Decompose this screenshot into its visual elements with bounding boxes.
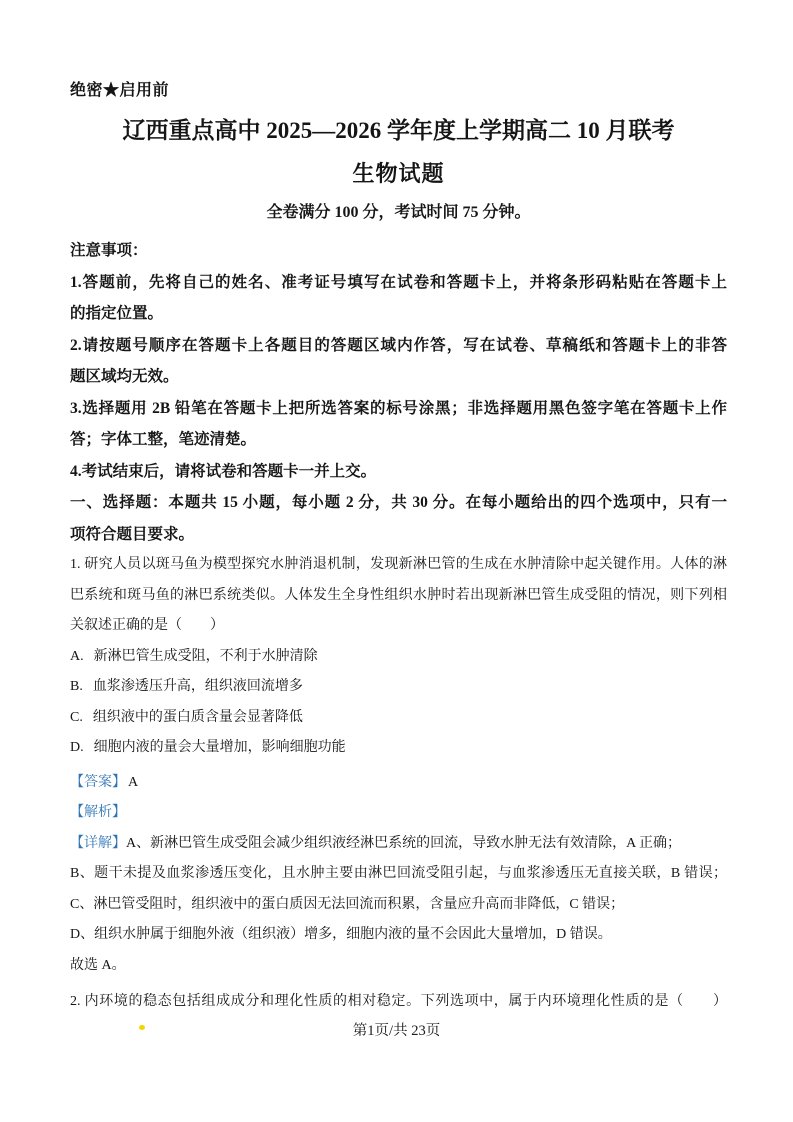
question-1-stem-line-2: 巴系统和斑马鱼的淋巴系统类似。人体发生全身性组织水肿时若出现新淋巴管生成受阻的情况，则下列相: [70, 587, 727, 603]
answer-row: [70, 768, 727, 799]
notice-heading: 注意事项：: [70, 242, 148, 259]
yellow-mark-artifact: [139, 1025, 145, 1030]
classification-marking: 绝密★启用前: [70, 82, 170, 99]
section-heading-line-2: 项符合题目要求。: [70, 525, 195, 543]
question-2-stem: 2. 内环境的稳态包括组成成分和理化性质的相对稳定。下列选项中，属于内环境理化性质的是（ ）: [70, 994, 727, 1009]
question-1-stem-line-3: 关叙述正确的是（ ）: [70, 618, 224, 633]
detail-text-a: A、新淋巴管生成受阻会减少组织液经淋巴系统的回流，导致水肿无法有效清除，A 正确；: [126, 835, 681, 851]
analysis-label: 【解析】: [70, 805, 126, 820]
option-d-text: 细胞内液的量会大量增加，影响细胞功能: [93, 740, 346, 755]
notice-item-2-line-1: 2.请按题号顺序在答题卡上各题目的答题区域内作答，写在试卷、草稿纸和答题卡上的非答: [70, 336, 727, 354]
question-1: [70, 550, 727, 981]
section-heading-line-1: 一、选择题：本题共 15 小题，每小题 2 分，共 30 分。在每小题给出的四个选项中，只有一: [70, 494, 727, 511]
option-c-text: 组织液中的蛋白质含量会显著降低: [92, 709, 303, 725]
option-a-text: 新淋巴管生成受阻，不利于水肿清除: [93, 648, 318, 664]
notice-section: [70, 235, 727, 487]
question-1-stem-line-1: 1. 研究人员以斑马鱼为模型探究水肿消退机制，发现新淋巴管的生成在水肿清除中起关键作用。人体的淋: [70, 557, 727, 572]
option-b-text: 血浆渗透压升高，组织液回流增多: [92, 679, 303, 694]
subject-title: 生物试题: [352, 161, 445, 186]
detail-label: 【详解】: [70, 835, 126, 851]
notice-item-3-line-2: 答；字体工整，笔迹清楚。: [70, 431, 257, 448]
page-content: [70, 80, 727, 1018]
option-a: [70, 642, 727, 673]
detail-row-d: D、组织水肿属于细胞外液（组织液）增多，细胞内液的量不会因此大量增加，D 错误。: [70, 927, 612, 942]
option-c-label: C.: [70, 709, 83, 725]
conclusion-row: 故选 A。: [70, 957, 126, 973]
notice-item-1-line-2: 的指定位置。: [70, 305, 164, 322]
section-1-heading: [70, 487, 727, 550]
analysis-row: [70, 798, 727, 829]
notice-item-2-line-2: 题区域均无效。: [70, 368, 179, 385]
option-a-label: A.: [70, 648, 84, 664]
notice-item-4: 4.考试结束后，请将试卷和答题卡一并上交。: [70, 462, 377, 480]
answer-label: 【答案】: [70, 774, 126, 790]
score-duration-line: 全卷满分 100 分，考试时间 75 分钟。: [266, 204, 531, 221]
option-b: [70, 672, 727, 703]
notice-item-1-line-1: 1.答题前，先将自己的姓名、准考证号填写在试卷和答题卡上，并将条形码粘贴在答题卡上: [70, 273, 727, 291]
notice-item-3-line-1: 3.选择题用 2B 铅笔在答题卡上把所选答案的标号涂黑；非选择题用黑色签字笔在答题卡上作: [70, 399, 727, 417]
detail-row-a: [70, 829, 727, 860]
option-c: [70, 703, 727, 734]
option-d: [70, 733, 727, 764]
answer-value: A: [128, 774, 139, 790]
detail-row-c: C、淋巴管受阻时，组织液中的蛋白质因无法回流而积累，含量应升高而非降低，C 错误；: [70, 896, 625, 912]
question-2: [70, 987, 727, 1018]
exam-title: 辽西重点高中 2025—2026 学年度上学期高二 10 月联考: [122, 118, 675, 143]
detail-row-b: B、题干未提及血浆渗透压变化，且水肿主要由淋巴回流受阻引起，与血浆渗透压无直接关联，B 错误；: [70, 866, 727, 881]
option-d-label: D.: [70, 740, 84, 755]
answer-explanation-block: [70, 768, 727, 982]
option-b-label: B.: [70, 679, 83, 694]
page-number: 第1页/共 23页: [352, 1023, 441, 1039]
